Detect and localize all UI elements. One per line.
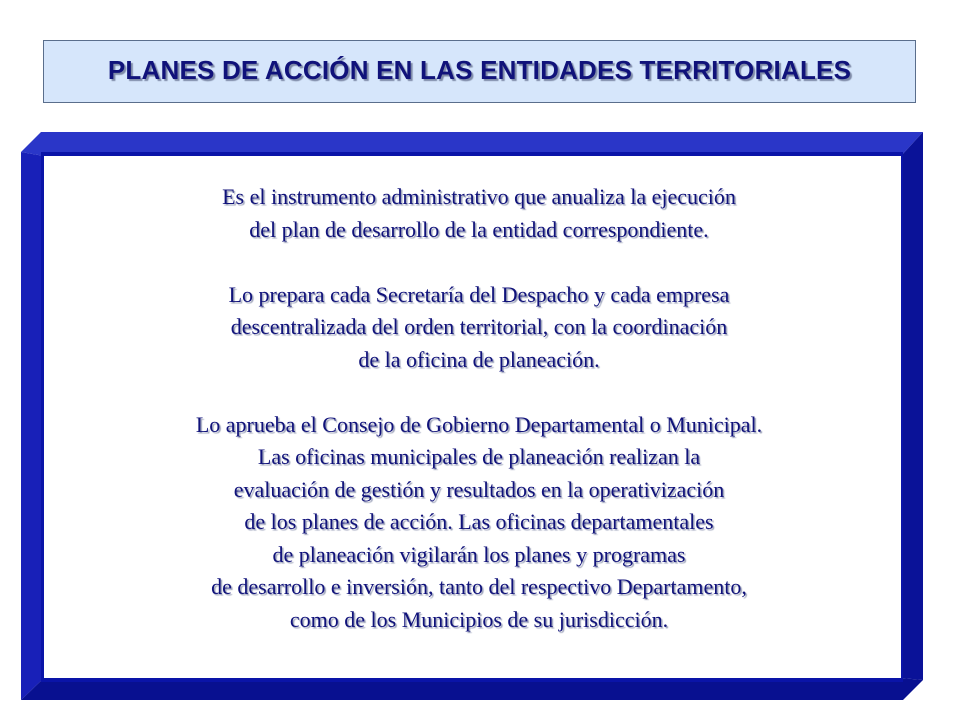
text-line: Las oficinas municipales de planeación realizan la xyxy=(257,444,701,469)
paragraph-preparation xyxy=(44,279,914,377)
text-line: de desarrollo e inversión, tanto del respectivo Departamento, xyxy=(211,574,747,599)
title-box xyxy=(43,40,916,103)
text-line: del plan de desarrollo de la entidad correspondiente. xyxy=(249,216,709,242)
text-line: Lo prepara cada Secretaría del Despacho y cada empresa xyxy=(228,281,730,307)
text-line: Es el instrumento administrativo que anualiza la ejecución xyxy=(222,184,736,209)
page-title: PLANES DE ACCIÓN EN LAS ENTIDADES TERRITORIALES xyxy=(107,55,852,85)
text-line: Lo aprueba el Consejo de Gobierno Departamental o Municipal. xyxy=(195,411,763,437)
text-line: de planeación vigilarán los planes y programas xyxy=(272,541,686,567)
text-line: de los planes de acción. Las oficinas departamentales xyxy=(244,509,714,534)
paragraph-definition xyxy=(44,181,914,246)
paragraph-approval xyxy=(44,409,914,637)
text-line: como de los Municipios de su jurisdicción. xyxy=(289,606,669,632)
body-text xyxy=(44,181,914,636)
text-line: evaluación de gestión y resultados en la operativización xyxy=(233,476,725,502)
text-line: de la oficina de planeación. xyxy=(358,346,600,372)
text-line: descentralizada del orden territorial, con la coordinación xyxy=(230,314,728,339)
